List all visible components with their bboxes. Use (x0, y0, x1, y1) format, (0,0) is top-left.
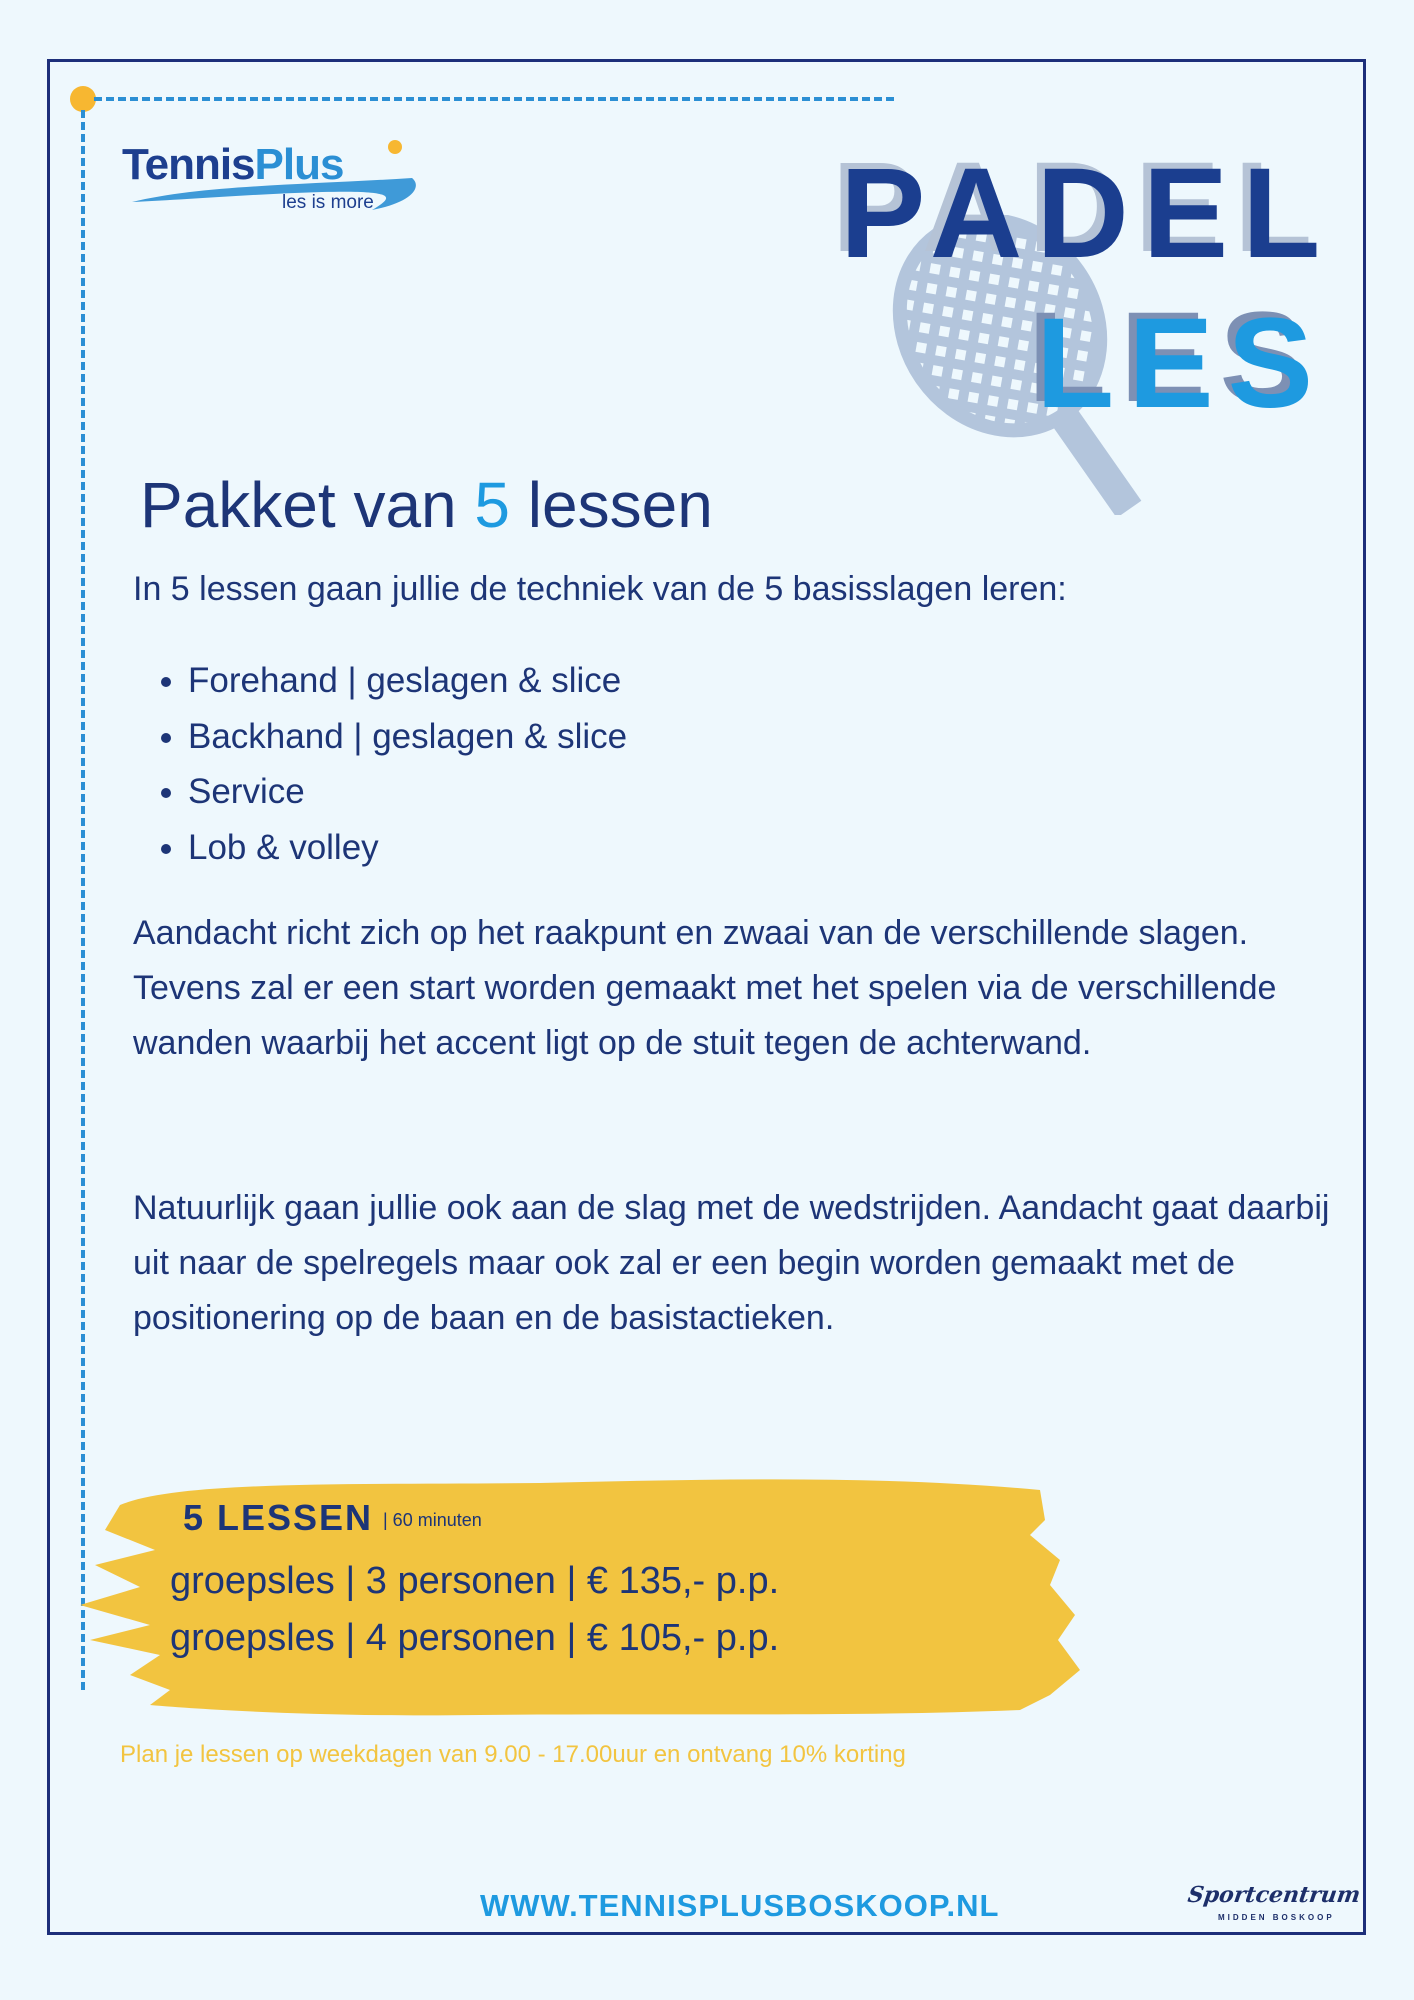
price-option: groepsles | 4 personen | € 105,- p.p. (170, 1617, 780, 1659)
title-les: LES (1036, 292, 1327, 435)
decor-dot (70, 86, 96, 112)
decor-dashed-line-vertical (81, 110, 85, 1690)
sponsor-name: Sportcentrum (1186, 1882, 1362, 1908)
list-item: • Service (188, 767, 627, 823)
tennis-ball-icon (388, 140, 402, 154)
heading-number: 5 (474, 469, 510, 541)
package-duration: | 60 minuten (383, 1510, 482, 1530)
paragraph-matches: Natuurlijk gaan jullie ook aan de slag met de wedstrijden. Aandacht gaat daarbij uit naar de spelregels maar ook zal er een begin worden gemaakt met de positionering op de baan en de basistactieken. (133, 1189, 1330, 1337)
heading-suffix: lessen (510, 469, 713, 541)
paragraph-technique: Aandacht richt zich op het raakpunt en zwaai van de verschillende slagen. Tevens zal er een start worden gemaakt met het spelen via de verschillende wanden waarbij het accent ligt op de stuit tegen de achterwand. (133, 914, 1277, 1062)
title-padel: PADEL (840, 142, 1335, 285)
tennisplus-logo (122, 140, 442, 240)
logo-wordmark (122, 140, 343, 190)
website-link[interactable]: WWW.TENNISPLUSBOSKOOP.NL (480, 1888, 1000, 1923)
logo-word-main: Tennis (122, 140, 255, 189)
intro-text: In 5 lessen gaan jullie de techniek van de 5 basisslagen leren: (133, 570, 1067, 608)
logo-tagline: les is more (282, 192, 374, 213)
list-item: • Backhand | geslagen & slice (188, 712, 627, 768)
package-title: 5 LESSEN (183, 1497, 374, 1538)
list-item: • Lob & volley (188, 823, 627, 879)
technique-list (148, 656, 627, 878)
decor-dashed-line-horizontal (94, 97, 894, 101)
sportcentrum-logo (1186, 1882, 1362, 1932)
discount-note: Plan je lessen op weekdagen van 9.00 - 17.00uur en ontvang 10% korting (120, 1741, 906, 1768)
sponsor-subtitle: MIDDEN BOSKOOP (1218, 1913, 1335, 1922)
list-item: • Forehand | geslagen & slice (188, 656, 627, 712)
page-heading (140, 468, 713, 542)
logo-word-accent: Plus (254, 140, 344, 189)
price-option: groepsles | 3 personen | € 135,- p.p. (170, 1560, 780, 1602)
heading-prefix: Pakket van (140, 469, 475, 541)
